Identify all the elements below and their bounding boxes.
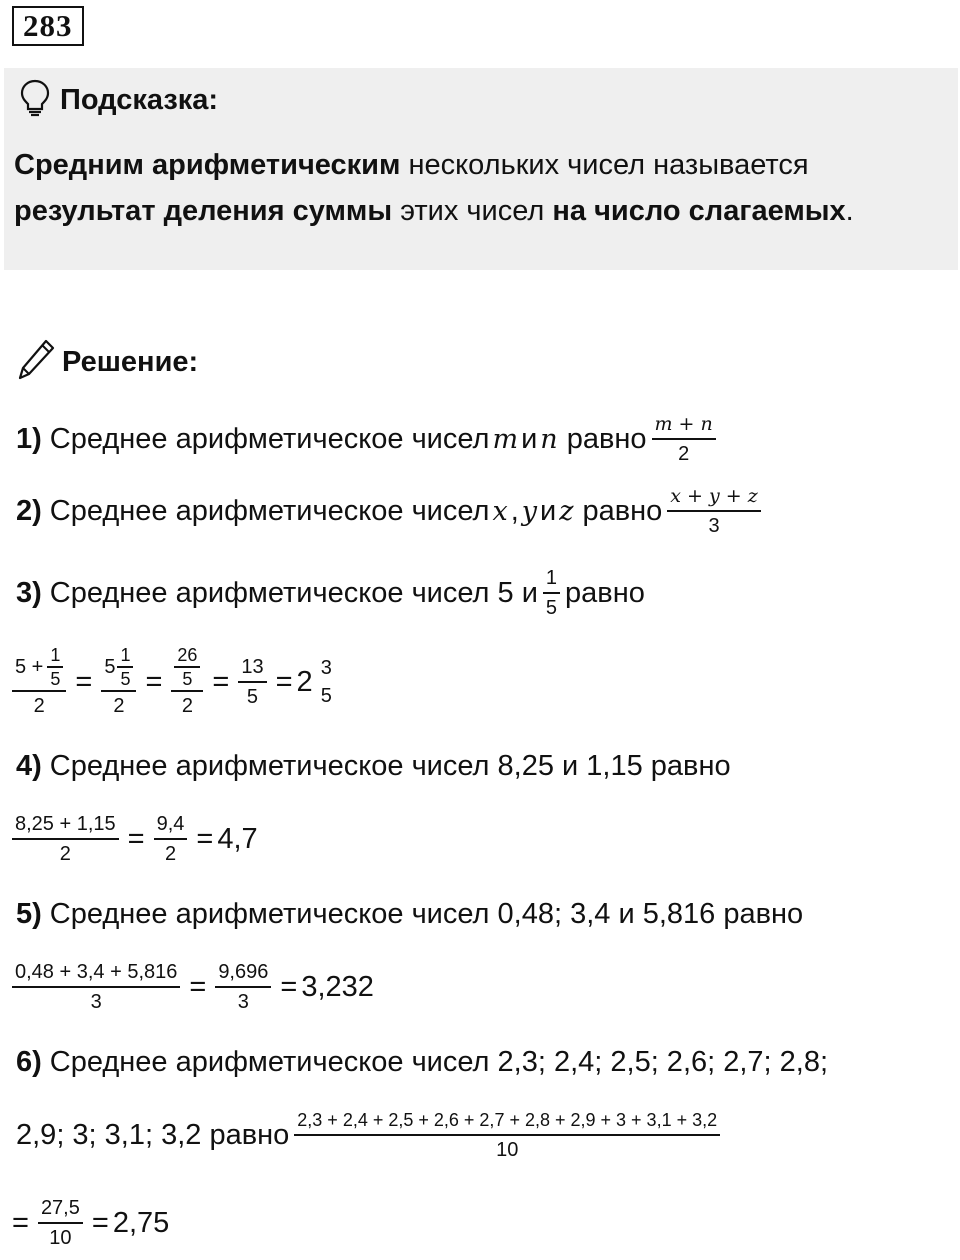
fraction-denominator: 10 [294, 1134, 720, 1164]
equation-6 [12, 1194, 169, 1252]
fraction-numerator: 27,5 [40, 1197, 80, 1219]
item-text: Среднее арифметическое чисел 2,3; 2,4; 2,5; 2,6; 2,7; 2,8; [49, 1046, 829, 1078]
solution-label: Решение: [62, 345, 199, 378]
fraction-denominator: 5 [320, 685, 332, 707]
result-value: 4,7 [217, 822, 258, 855]
fraction-b [101, 644, 136, 720]
item-tail: равно [566, 422, 647, 455]
equals-sign: = [275, 665, 293, 698]
result-value: 3,232 [301, 970, 374, 1003]
fraction-e [318, 654, 335, 710]
fraction-denominator: 3 [215, 986, 271, 1016]
fraction-denominator: 2 [154, 838, 188, 868]
fraction-numerator: 9,696 [218, 961, 269, 983]
variable-z: z [559, 495, 574, 527]
fraction-numerator: 8,25 + 1,15 [15, 813, 116, 835]
mixed-whole: 5 [104, 656, 116, 678]
equation-4 [12, 810, 258, 868]
pencil-icon [16, 338, 56, 387]
variable-m: m [492, 423, 519, 455]
mixed-whole: 2 [296, 665, 313, 698]
hint-label: Подсказка: [60, 83, 219, 116]
problem-number: 283 [12, 6, 84, 46]
fraction-d [238, 653, 266, 711]
fraction-denominator: 2 [101, 690, 136, 720]
solution-item-1 [16, 410, 721, 468]
equals-sign: = [75, 665, 93, 698]
fraction-b [154, 810, 188, 868]
item-conj: и [521, 422, 538, 455]
hint-box [4, 68, 958, 270]
inner-denominator: 5 [47, 666, 63, 690]
inner-fraction [174, 644, 200, 690]
hint-text-2: этих чисел [392, 195, 553, 227]
inner-denominator: 5 [117, 666, 133, 690]
fraction-numerator [101, 644, 136, 690]
inner-numerator: 1 [120, 645, 131, 665]
equals-sign: = [145, 665, 163, 698]
item-text: Среднее арифметическое чисел [49, 422, 490, 455]
solution-item-2 [16, 482, 766, 540]
item-number: 1) [16, 422, 42, 455]
fraction-denominator: 5 [238, 681, 266, 711]
fraction-big [294, 1106, 720, 1164]
item-text: Среднее арифметическое чисел 8,25 и 1,15 равно [49, 750, 731, 782]
item-number: 4) [16, 750, 42, 782]
equals-sign: = [212, 665, 230, 698]
fraction-b [215, 958, 271, 1016]
inner-numerator: 26 [177, 645, 198, 665]
hint-bold-1: Средним арифметическим [14, 149, 401, 181]
fraction-numerator [171, 644, 203, 690]
item-text: Среднее арифметическое чисел 5 и [49, 576, 538, 609]
hint-bold-2: результат деления суммы [14, 195, 393, 227]
hint-text [14, 142, 954, 234]
fraction-numerator: x + y + z [670, 485, 758, 507]
inner-fraction [47, 644, 63, 690]
fraction [543, 564, 560, 622]
fraction-numerator [12, 644, 66, 690]
comma: , [510, 494, 519, 527]
equals-sign: = [91, 1206, 109, 1239]
fraction-denominator: 2 [12, 690, 66, 720]
variable-y: y [521, 495, 538, 527]
solution-item-6 [16, 1046, 828, 1079]
equation-5 [12, 958, 374, 1016]
fraction-numerator: 13 [241, 656, 264, 678]
fraction-denominator: 3 [12, 986, 180, 1016]
solution-item-6-cont [16, 1106, 725, 1164]
fraction-numerator: 1 [545, 567, 558, 589]
result-value: 2,75 [112, 1206, 170, 1239]
fraction [652, 410, 716, 468]
equation-3 [12, 644, 340, 720]
solution-item-3 [16, 564, 645, 622]
item-tail: равно [582, 494, 663, 527]
item-number: 2) [16, 494, 42, 527]
inner-fraction [117, 644, 133, 690]
equals-sign: = [189, 970, 207, 1003]
fraction-denominator: 3 [667, 510, 760, 540]
fraction-denominator: 2 [652, 438, 716, 468]
equals-sign: = [280, 970, 298, 1003]
equals-sign: = [196, 822, 214, 855]
numerator-text: 5 + [15, 656, 44, 678]
item-tail: равно [565, 576, 645, 609]
item-number: 6) [16, 1046, 42, 1078]
fraction-denominator: 5 [543, 592, 560, 622]
fraction-a [12, 810, 119, 868]
item-number: 3) [16, 576, 42, 609]
fraction-numerator: 0,48 + 3,4 + 5,816 [15, 961, 178, 983]
item-text: 2,9; 3; 3,1; 3,2 равно [16, 1118, 290, 1151]
fraction-numerator: 9,4 [156, 813, 185, 835]
inner-numerator: 1 [50, 645, 61, 665]
hint-text-1: нескольких чисел называется [400, 149, 809, 181]
inner-denominator: 5 [174, 666, 200, 690]
fraction-a [12, 958, 180, 1016]
hint-text-3: . [845, 195, 854, 227]
variable-x: x [492, 495, 508, 527]
lightbulb-icon [20, 79, 50, 122]
fraction-a [12, 644, 66, 720]
hint-bold-3: на число слагаемых [552, 195, 846, 227]
item-conj: и [540, 494, 557, 527]
fraction-denominator: 2 [12, 838, 119, 868]
equals-sign: = [127, 822, 145, 855]
hint-header [20, 82, 218, 118]
fraction-numerator: 3 [320, 657, 332, 679]
fraction-denominator: 2 [171, 690, 203, 720]
fraction-denominator: 10 [38, 1222, 83, 1252]
solution-item-4 [16, 750, 731, 783]
variable-n: n [540, 423, 558, 455]
equals-sign: = [12, 1206, 29, 1239]
solution-item-5 [16, 898, 803, 931]
fraction-b [38, 1194, 83, 1252]
item-number: 5) [16, 898, 42, 930]
fraction-c [171, 644, 203, 720]
fraction-numerator: m + n [654, 413, 713, 435]
fraction-numerator: 2,3 + 2,4 + 2,5 + 2,6 + 2,7 + 2,8 + 2,9 + 3 + 3,1 + 3,2 [297, 1110, 718, 1130]
item-text: Среднее арифметическое чисел [49, 494, 490, 527]
fraction [667, 482, 760, 540]
item-text: Среднее арифметическое чисел 0,48; 3,4 и 5,816 равно [49, 898, 804, 930]
solution-header [16, 340, 198, 384]
